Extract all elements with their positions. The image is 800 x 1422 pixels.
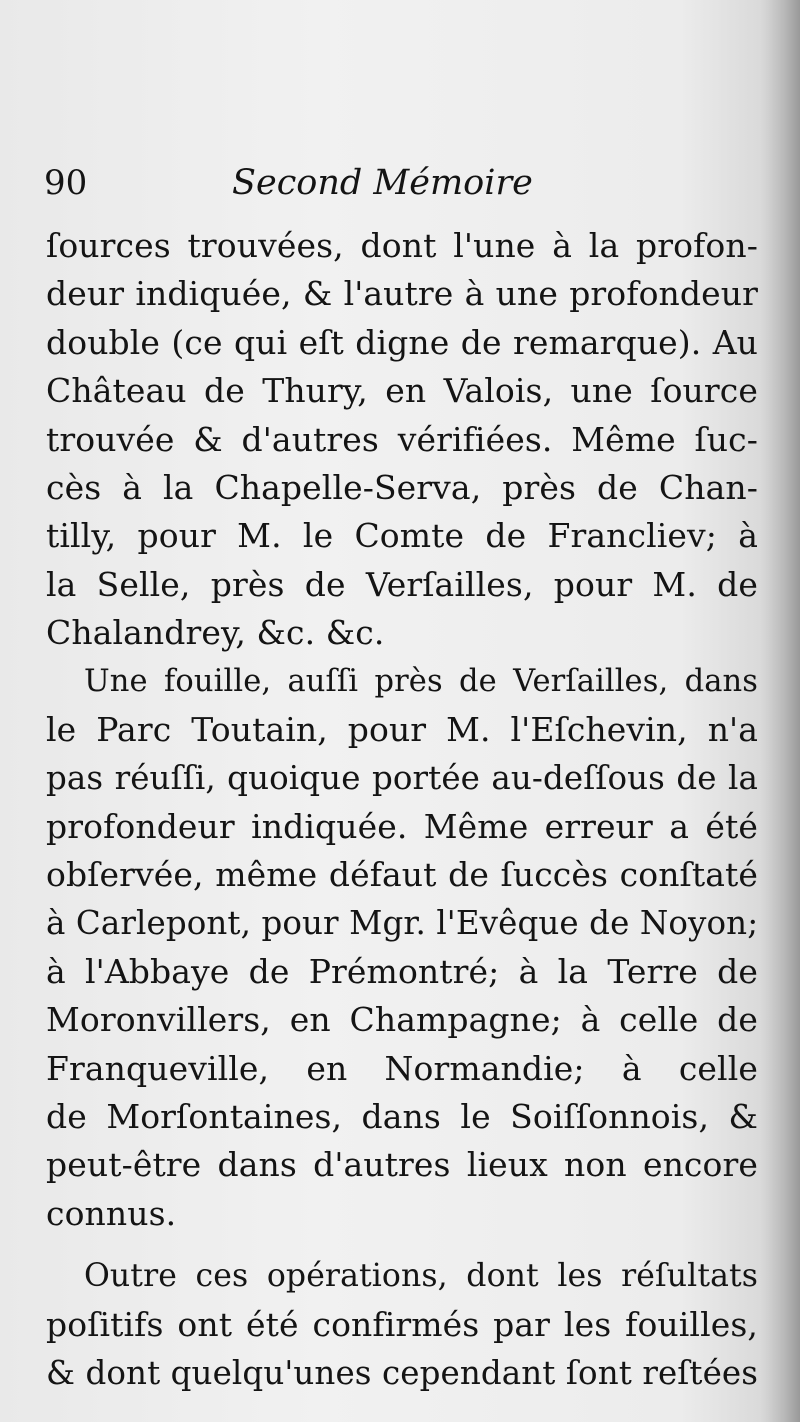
text-line: cès à la Chapelle-Serva, près de Chan-: [46, 467, 758, 507]
running-title: Second Mémoire: [232, 163, 533, 203]
text-line: ſources trouvées, dont l'une à la profon-: [46, 226, 758, 265]
text-line: le Parc Toutain, pour M. l'Eſchevin, n'a: [46, 709, 758, 749]
text-line: poſitifs ont été confirmés par les fouilles,: [46, 1304, 758, 1344]
paragraph-gap: [46, 1238, 758, 1252]
text-line: à Carlepont, pour Mgr. l'Evêque de Noyon;: [46, 904, 759, 943]
page-number: 90: [44, 163, 88, 203]
text-line: double (ce qui eſt digne de remarque). Au: [46, 322, 758, 362]
text-line: Outre ces opérations, dont les réſultats: [84, 1258, 758, 1295]
text-line: trouvée & d'autres vérifiées. Même ſuc-: [46, 419, 758, 459]
text-line: tilly, pour M. le Comte de Francliev; à: [46, 516, 758, 556]
text-line: deur indiquée, & l'autre à une profondeur: [46, 274, 758, 314]
text-line: la Selle, près de Verſailles, pour M. de: [46, 564, 758, 604]
text-line: Une fouille, auſſi près de Verſailles, dans: [84, 663, 758, 699]
text-line: profondeur indiquée. Même erreur a été: [46, 806, 758, 846]
body-text: [46, 222, 758, 1397]
text-line: Château de Thury, en Valois, une ſource: [46, 371, 758, 411]
text-line: pas réuſſi, quoique portée au-deſſous de la: [46, 759, 758, 798]
text-line: connus.: [46, 1193, 177, 1233]
text-line: obſervée, même défaut de ſuccès conſtaté: [46, 855, 758, 895]
gutter-shadow: [760, 0, 800, 1422]
text-line: & dont quelqu'unes cependant ſont reſtées: [46, 1353, 759, 1392]
text-line: peut-être dans d'autres lieux non encore: [46, 1145, 758, 1185]
text-line: de Morſontaines, dans le Soiſſonnois, &: [46, 1097, 758, 1137]
text-line: Moronvillers, en Champagne; à celle de: [46, 1000, 758, 1040]
text-line: Franqueville, en Normandie; à celle: [46, 1048, 758, 1088]
page-header: [44, 158, 764, 208]
text-line: à l'Abbaye de Prémontré; à la Terre de: [46, 951, 758, 991]
text-line: Chalandrey, &c. &c.: [46, 613, 385, 653]
